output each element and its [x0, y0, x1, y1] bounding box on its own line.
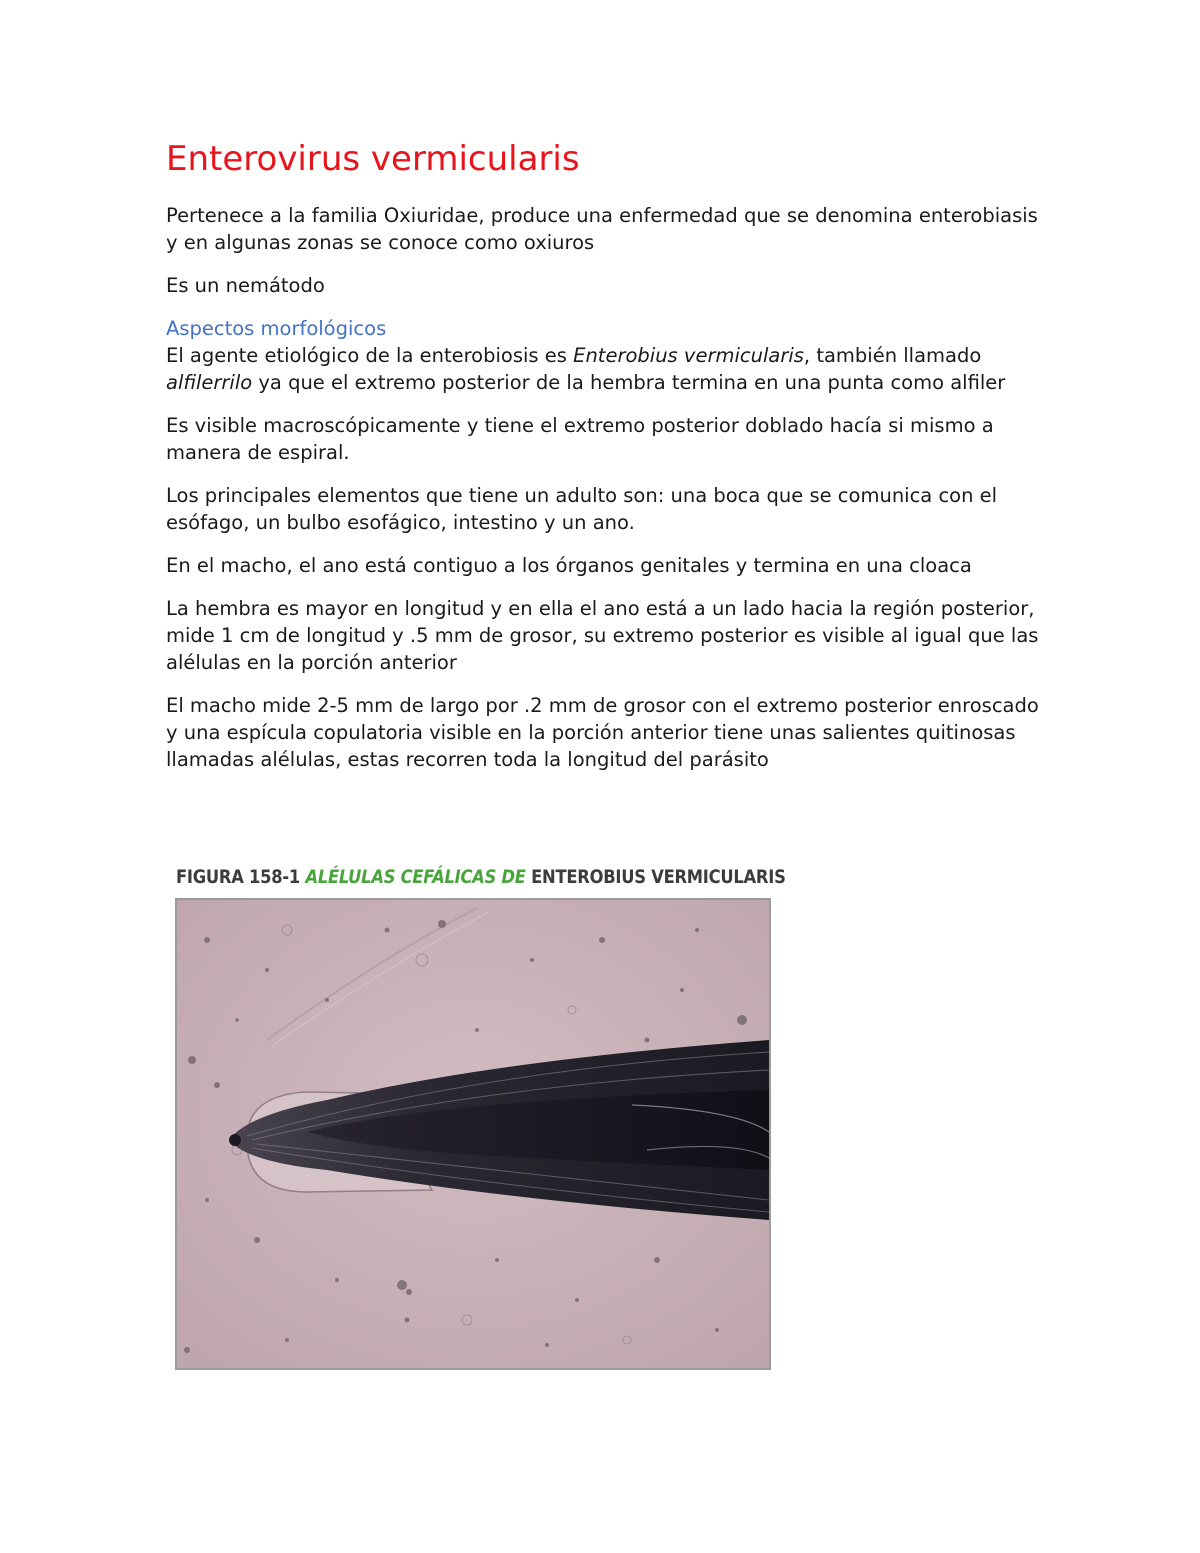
- micrograph-image: [175, 898, 771, 1370]
- visible-paragraph: Es visible macroscópicamente y tiene el extremo posterior doblado hacía si mismo a manera de espiral.: [166, 414, 994, 464]
- morph-text-1: El agente etiológico de la enterobiosis es: [166, 344, 574, 367]
- figure-caption-green: ALÉLULAS CEFÁLICAS DE: [305, 866, 532, 888]
- document-body: [166, 138, 1046, 789]
- morph-text-2: , también llamado: [803, 344, 982, 367]
- figure-label: FIGURA 158-1: [176, 866, 306, 888]
- morph-text-3: ya que el extremo posterior de la hembra termina en una punta como alfiler: [252, 371, 1006, 394]
- morphology-paragraph: [166, 342, 1046, 396]
- species-name: Enterobius vermicularis: [573, 344, 804, 367]
- nickname: alfilerrilo: [166, 371, 253, 394]
- male-paragraph: El macho mide 2-5 mm de largo por .2 mm de grosor con el extremo posterior enroscado y una espícula copulatoria visible en la porción anterior tiene unas salientes quitinosas llamadas alélulas, estas recorren toda la longitud del parásito: [166, 694, 1039, 771]
- micrograph-svg: [177, 900, 769, 1368]
- female-paragraph: La hembra es mayor en longitud y en ella el ano está a un lado hacia la región posterior, mide 1 cm de longitud y .5 mm de grosor, su extremo posterior es visible al igual que las alélulas en la porción anterior: [166, 597, 1039, 674]
- section-heading: Aspectos morfológicos: [166, 317, 387, 340]
- elements-paragraph: Los principales elementos que tiene un adulto son: una boca que se comunica con el esófago, un bulbo esofágico, intestino y un ano.: [166, 484, 998, 534]
- figure-caption-dark: ENTEROBIUS VERMICULARIS: [531, 866, 786, 888]
- male-anus-paragraph: En el macho, el ano está contiguo a los órganos genitales y termina en una cloaca: [166, 554, 972, 577]
- figure-caption: [176, 866, 786, 888]
- intro-paragraph: Pertenece a la familia Oxiuridae, produce una enfermedad que se denomina enterobiasis y en algunas zonas se conoce como oxiuros: [166, 204, 1038, 254]
- nematode-paragraph: Es un nemátodo: [166, 274, 325, 297]
- document-title: Enterovirus vermicularis: [166, 139, 580, 179]
